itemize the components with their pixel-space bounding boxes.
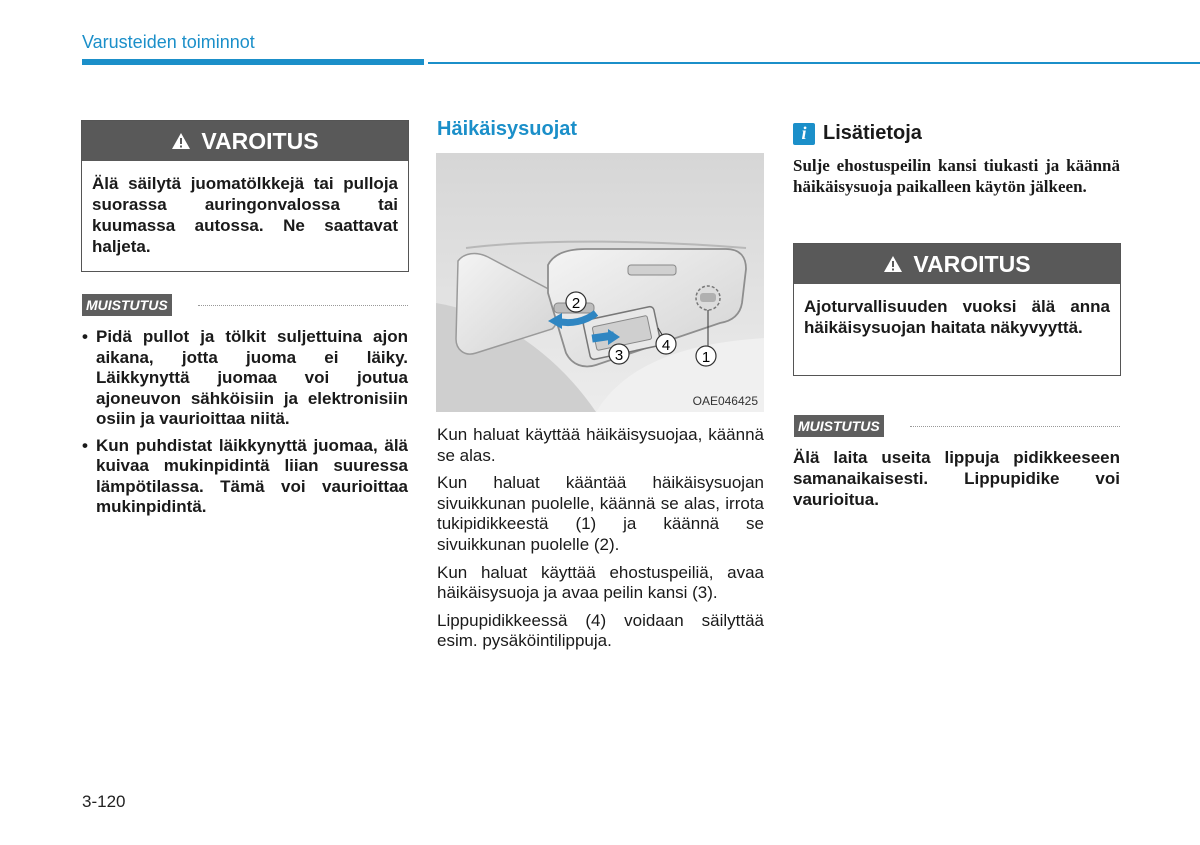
note-bullet-list <box>82 327 408 524</box>
page-number: 3-120 <box>82 792 126 811</box>
warning-text: Älä säilytä juomatölkkejä tai pulloja suorassa auringonvalossa tai kuumassa autossa. Ne saattavat haljeta. <box>92 174 398 256</box>
info-title: Lisätietoja <box>823 122 922 144</box>
header-rule-thick <box>82 59 424 65</box>
callout-2 <box>566 292 586 312</box>
paragraph: Lippupidikkeessä (4) voidaan säilyttää esim. pysäköintilippuja. <box>437 610 764 651</box>
section-title: Häikäisysuojat <box>437 118 578 140</box>
warning-label: VAROITUS <box>201 127 319 154</box>
section-header-title: Varusteiden toiminnot <box>82 32 255 52</box>
warning-triangle-icon <box>171 132 191 150</box>
callout-3 <box>609 344 629 364</box>
note-divider-left <box>198 305 408 306</box>
note-text: Älä laita useita lippuja pidikkeeseen samanaikaisesti. Lippupidike voi vaurioitua. <box>793 448 1120 509</box>
body-text <box>437 425 764 659</box>
warning-triangle-icon <box>883 255 903 273</box>
list-item: • Pidä pullot ja tölkit suljettuina ajon aikana, jotta juoma ei läiky. Läikkynyttä juomaa voi joutua ajoneuvon sähköisiin ja elektronisiin osiin ja vaurioittaa niitä. <box>82 327 408 430</box>
paragraph: Kun haluat kääntää häikäisysuojan sivuikkunan puolelle, käännä se alas, irrota tukipidikkeestä (1) ja käännä se sivuikkunan puolelle (2). <box>437 473 764 554</box>
warning-box-left <box>81 120 409 272</box>
info-heading <box>793 122 922 145</box>
paragraph: Kun haluat käyttää häikäisysuojaa, käännä se alas. <box>437 425 764 465</box>
callout-4 <box>656 334 676 354</box>
warning-header <box>82 121 408 161</box>
sun-visor-drawing <box>436 153 764 412</box>
callout-label: 3 <box>614 347 624 364</box>
warning-header <box>794 244 1120 284</box>
note-tag-left: MUISTUTUS <box>82 294 172 316</box>
info-icon: i <box>793 123 815 145</box>
info-text: Sulje ehostuspeilin kansi tiukasti ja käännä häikäisysuoja paikalleen käytön jälkeen. <box>793 156 1120 196</box>
warning-label: VAROITUS <box>913 250 1031 277</box>
sun-visor-illustration <box>436 153 764 412</box>
callout-1 <box>696 346 716 366</box>
paragraph: Kun haluat käyttää ehostuspeiliä, avaa häikäisysuoja ja avaa peilin kansi (3). <box>437 562 764 603</box>
callout-label: 4 <box>661 337 671 354</box>
header-rule-thin <box>428 62 1200 64</box>
note-tag-right: MUISTUTUS <box>794 415 884 437</box>
figure-code: OAE046425 <box>692 394 758 408</box>
warning-box-right <box>793 243 1121 376</box>
list-item: • Kun puhdistat läikkynyttä juomaa, älä kuivaa mukinpidintä liian suuressa lämpötilassa. Tämä voi vaurioittaa mukinpidintä. <box>82 436 408 518</box>
warning-text: Ajoturvallisuuden vuoksi älä anna häikäisysuojan haitata näkyvyyttä. <box>804 297 1110 337</box>
callout-label: 1 <box>701 349 711 366</box>
note-divider-right <box>910 426 1120 427</box>
callout-label: 2 <box>571 295 581 312</box>
